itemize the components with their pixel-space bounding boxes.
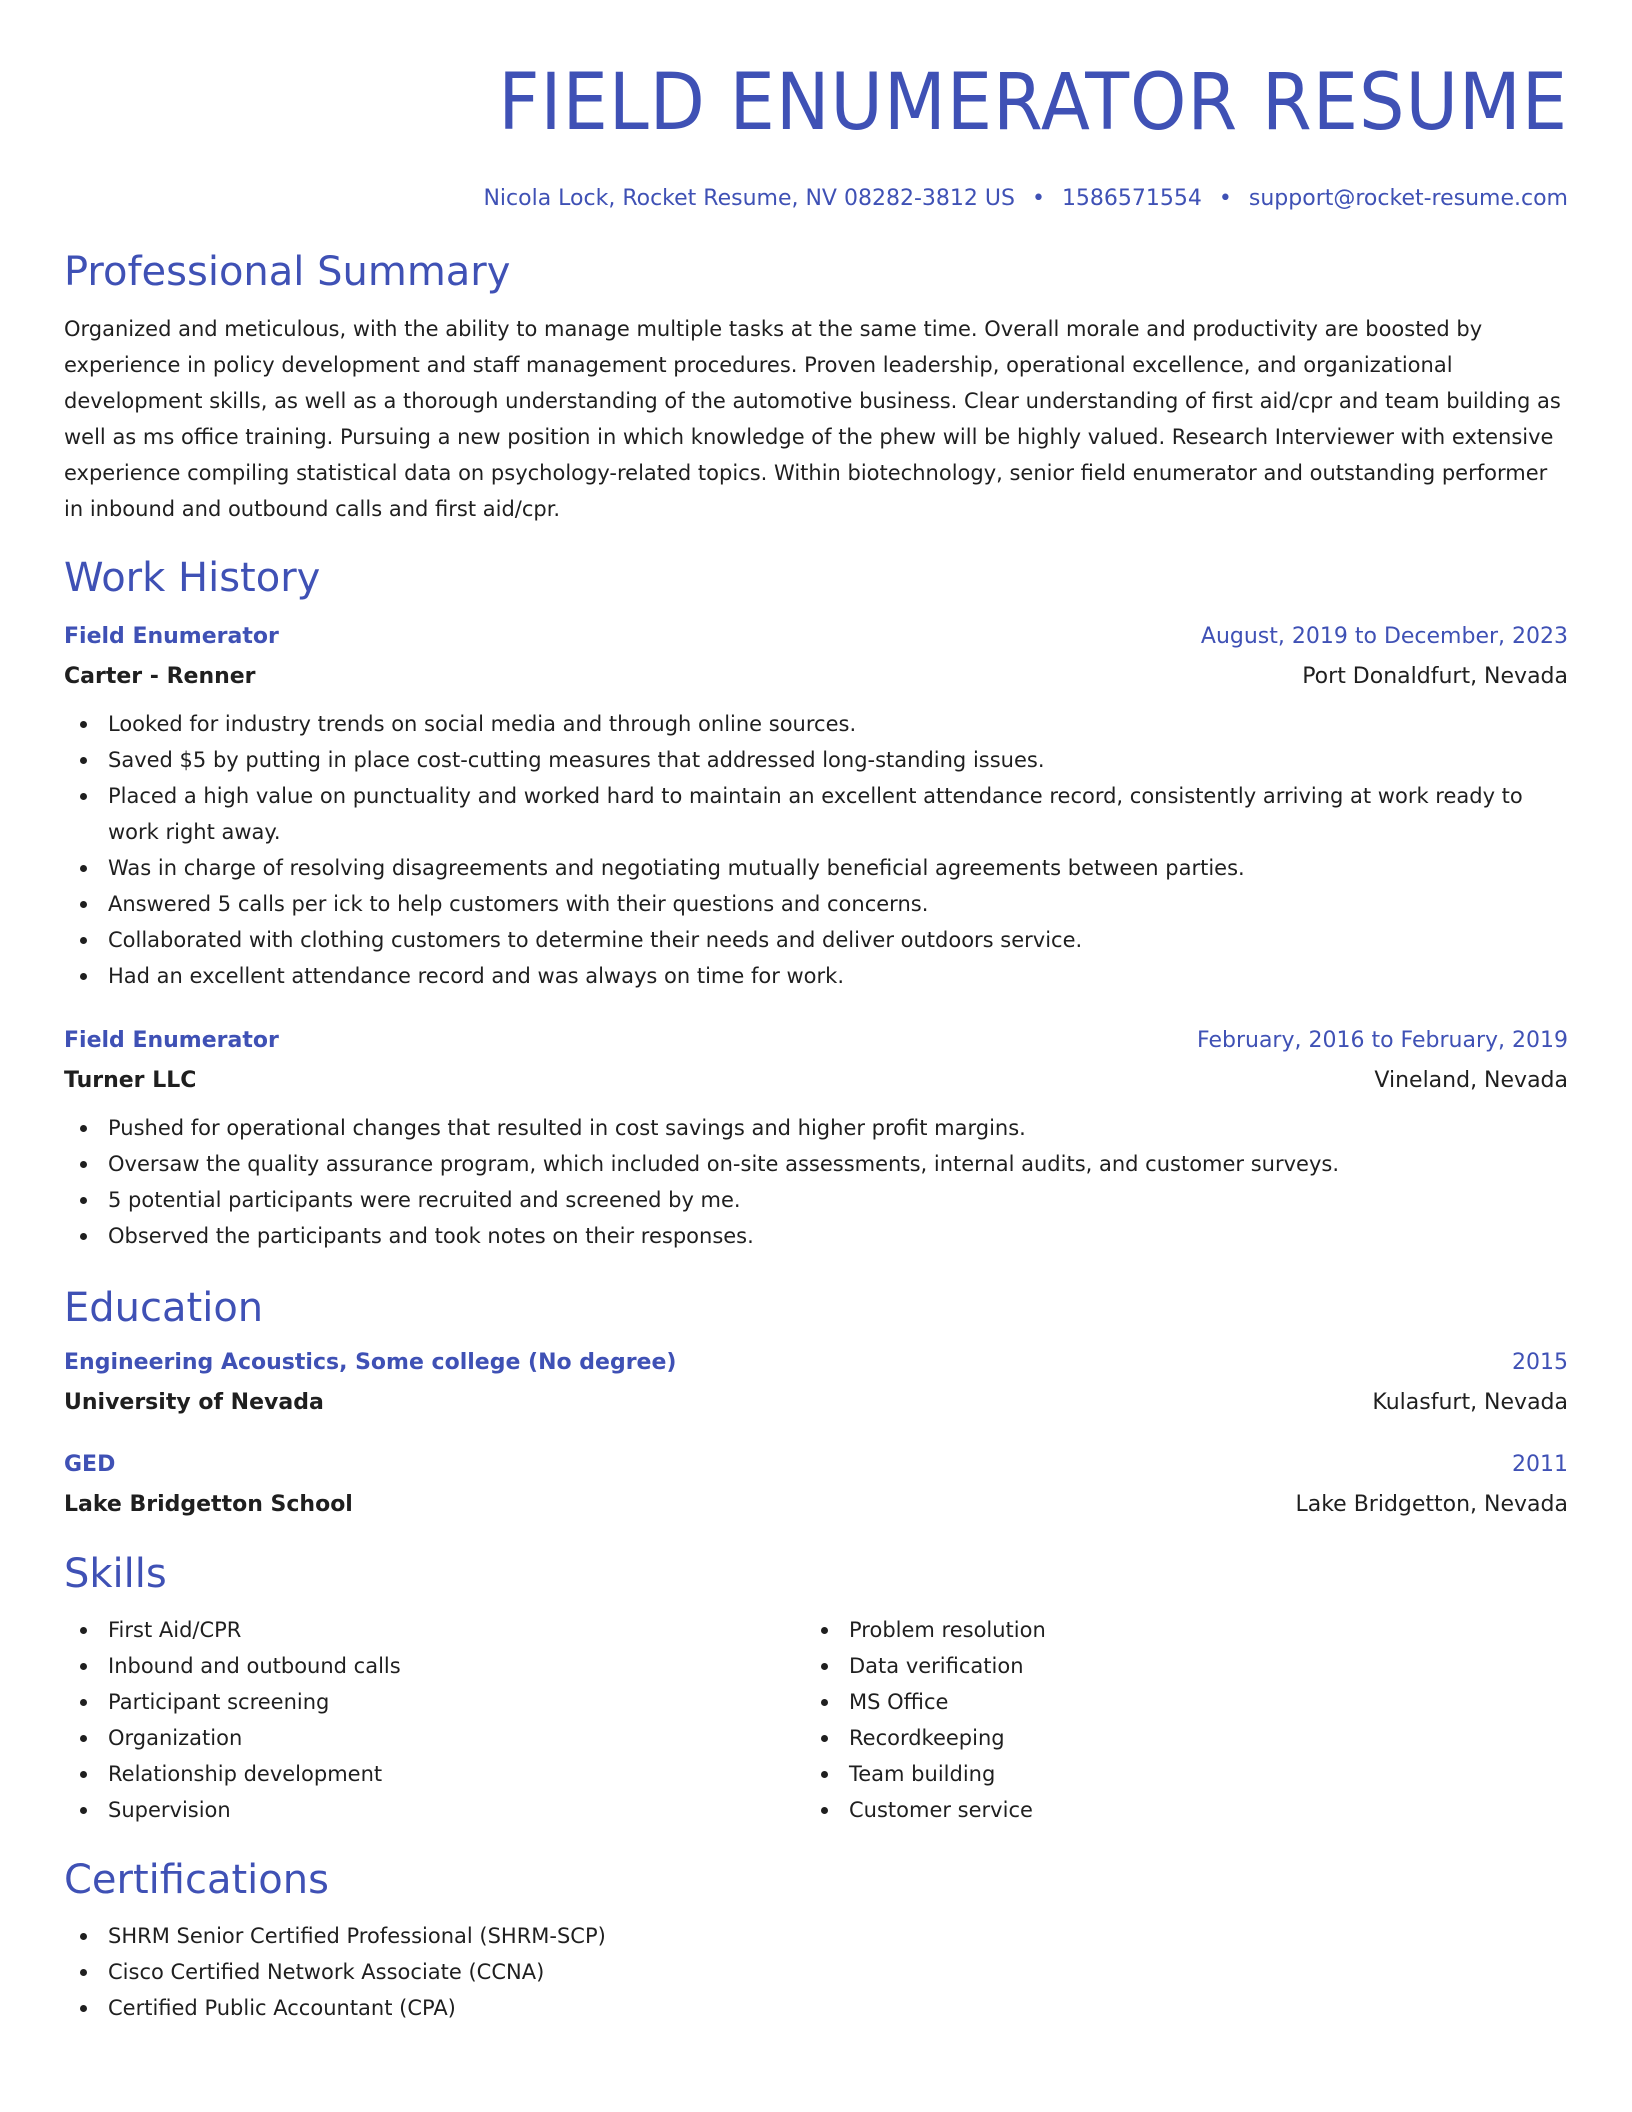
contact-address: Nicola Lock, Rocket Resume, NV 08282-3812 US (483, 186, 1015, 211)
education-school-row (64, 1388, 1568, 1418)
job-bullets (64, 1110, 1568, 1254)
skill-item: Recordkeeping (805, 1720, 1546, 1756)
list-item: Answered 5 calls per ick to help customers with their questions and concerns. (64, 886, 1568, 922)
skill-item: First Aid/CPR (64, 1612, 805, 1648)
skill-item: Data verification (805, 1648, 1546, 1684)
skill-item: Supervision (64, 1792, 805, 1828)
education-location: Kulasfurt, Nevada (1372, 1390, 1568, 1415)
section-title-skills: Skills (64, 1551, 167, 1597)
contact-line (64, 185, 1568, 213)
section-title-summary: Professional Summary (64, 249, 511, 295)
section-title-work-history: Work History (64, 555, 321, 601)
education-entry (64, 1450, 1568, 1520)
job-title: Field Enumerator (64, 1028, 279, 1053)
skill-item: Participant screening (64, 1684, 805, 1720)
skills-list-right (805, 1612, 1546, 1828)
job-company-row (64, 662, 1568, 692)
job-bullets (64, 706, 1568, 994)
education-entry (64, 1348, 1568, 1418)
job-location: Port Donaldfurt, Nevada (1302, 664, 1568, 689)
list-item-continuation: work right away. (108, 820, 281, 844)
certification-item: Cisco Certified Network Associate (CCNA) (64, 1954, 1568, 1990)
education-school-row (64, 1490, 1568, 1520)
summary-text (64, 311, 1568, 527)
job-company-row (64, 1066, 1568, 1096)
summary-line: experience in policy development and staff management procedures. Proven leadership, operational excellence, and organizational (64, 353, 1453, 377)
job-header-row (64, 1026, 1568, 1056)
certifications-list (64, 1918, 1568, 2026)
summary-line: well as ms office training. Pursuing a new position in which knowledge of the phew will be highly valued. Research Interviewer with extensive (64, 425, 1554, 449)
education-degree: GED (64, 1452, 116, 1477)
section-title-education: Education (64, 1285, 264, 1331)
resume-title: FIELD ENUMERATOR RESUME (498, 58, 1569, 148)
skills-columns (64, 1612, 1568, 1828)
summary-line: development skills, as well as a thorough understanding of the automotive business. Clear understanding of first aid/cpr and team building as (64, 389, 1561, 413)
contact-phone[interactable]: 1586571554 (1061, 186, 1202, 211)
skill-item: Relationship development (64, 1756, 805, 1792)
education-header-row (64, 1450, 1568, 1480)
summary-line: in inbound and outbound calls and first aid/cpr. (64, 497, 561, 521)
section-title-certifications: Certifications (64, 1857, 329, 1903)
list-item: Was in charge of resolving disagreements and negotiating mutually beneficial agreements between parties. (64, 850, 1568, 886)
job-header-row (64, 622, 1568, 652)
list-item: Had an excellent attendance record and was always on time for work. (64, 958, 1568, 994)
contact-separator: • (1218, 186, 1232, 211)
education-school: University of Nevada (64, 1390, 324, 1415)
education-location: Lake Bridgetton, Nevada (1295, 1492, 1568, 1517)
contact-separator: • (1031, 186, 1045, 211)
job-title: Field Enumerator (64, 624, 279, 649)
skills-list-left (64, 1612, 805, 1828)
contact-email[interactable]: support@rocket-resume.com (1248, 186, 1568, 211)
list-item: Collaborated with clothing customers to determine their needs and deliver outdoors service. (64, 922, 1568, 958)
resume-header (64, 0, 1568, 213)
list-item: Observed the participants and took notes on their responses. (64, 1218, 1568, 1254)
certification-item: Certified Public Accountant (CPA) (64, 1990, 1568, 2026)
education-year: 2015 (1512, 1350, 1568, 1375)
skill-item: Inbound and outbound calls (64, 1648, 805, 1684)
resume-page (64, 0, 1568, 2112)
list-item: Saved $5 by putting in place cost-cutting measures that addressed long-standing issues. (64, 742, 1568, 778)
job-location: Vineland, Nevada (1374, 1068, 1568, 1093)
job-entry (64, 622, 1568, 994)
list-item: Looked for industry trends on social media and through online sources. (64, 706, 1568, 742)
skill-item: Customer service (805, 1792, 1546, 1828)
skill-item: Team building (805, 1756, 1546, 1792)
job-company: Turner LLC (64, 1068, 197, 1093)
job-dates: August, 2019 to December, 2023 (1200, 624, 1568, 649)
list-item: Placed a high value on punctuality and worked hard to maintain an excellent attendance record, consistently arriving at work ready to (64, 778, 1568, 814)
education-year: 2011 (1512, 1452, 1568, 1477)
skill-item: MS Office (805, 1684, 1546, 1720)
skill-item: Organization (64, 1720, 805, 1756)
education-school: Lake Bridgetton School (64, 1492, 353, 1517)
job-entry (64, 1026, 1568, 1254)
list-item: 5 potential participants were recruited and screened by me. (64, 1182, 1568, 1218)
certification-item: SHRM Senior Certified Professional (SHRM-SCP) (64, 1918, 1568, 1954)
education-header-row (64, 1348, 1568, 1378)
job-dates: February, 2016 to February, 2019 (1197, 1028, 1568, 1053)
list-item: Pushed for operational changes that resulted in cost savings and higher profit margins. (64, 1110, 1568, 1146)
job-company: Carter - Renner (64, 664, 256, 689)
skill-item: Problem resolution (805, 1612, 1546, 1648)
summary-line: Organized and meticulous, with the ability to manage multiple tasks at the same time. Overall morale and productivity are boosted by (64, 317, 1483, 341)
education-degree: Engineering Acoustics, Some college (No degree) (64, 1350, 677, 1375)
summary-line: experience compiling statistical data on psychology-related topics. Within biotechnology, senior field enumerator and outstanding performer (64, 461, 1548, 485)
list-item: Oversaw the quality assurance program, which included on-site assessments, internal audits, and customer surveys. (64, 1146, 1568, 1182)
